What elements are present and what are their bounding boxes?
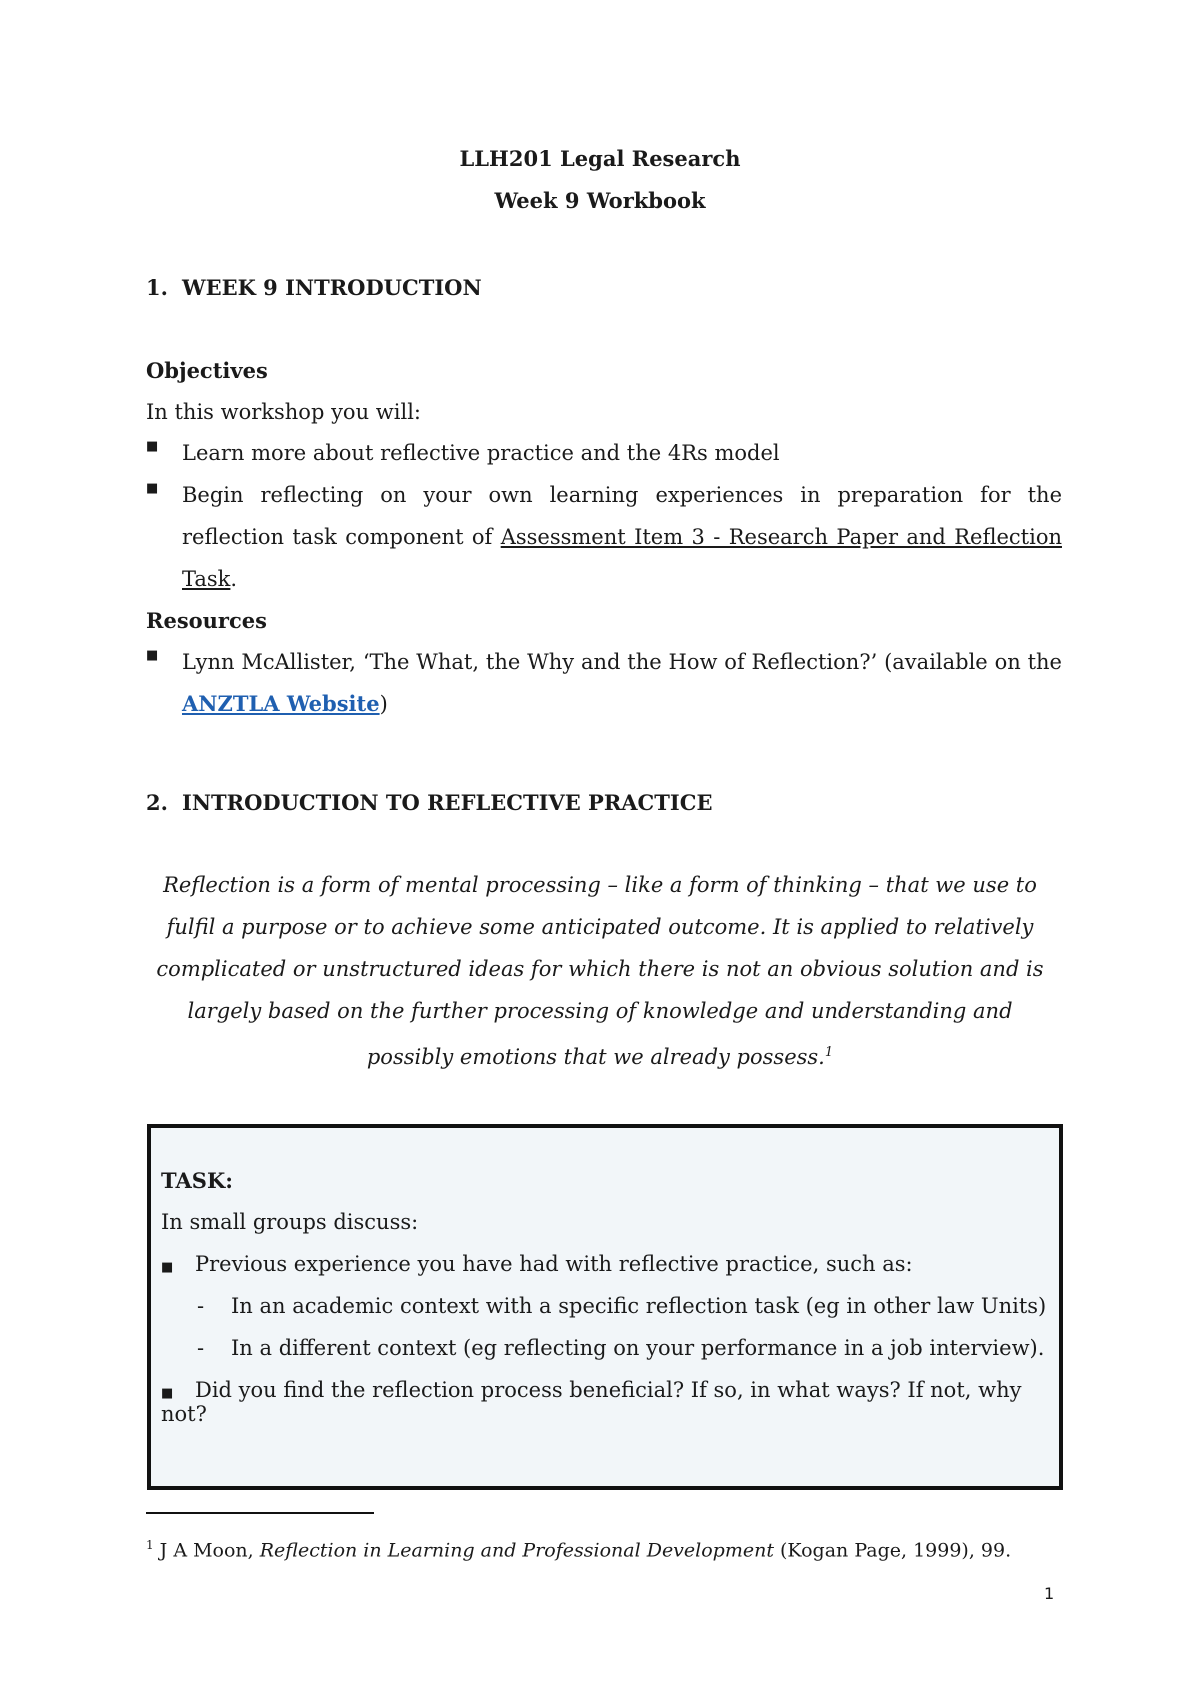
footnote-number: 1 xyxy=(146,1538,154,1552)
objectives-heading: Objectives xyxy=(146,358,268,383)
reflection-quote: Reflection is a form of mental processing – like a form of thinking – that we use to fulfil a purpose or to achieve some anticipated outcome. It is applied to relatively complicated or unstructured ideas for which there is not an obvious solution and is largely based on the further processing of knowledge and understanding and possibly emotions that we already possess.$^1$ xyxy=(156,873,1044,1069)
task-subitem-1: - In an academic context with a specific reflection task (eg in other law Units) xyxy=(197,1294,1047,1318)
dash-bullet-icon: - xyxy=(197,1294,205,1318)
section-1-heading xyxy=(146,275,482,300)
task-heading: TASK: xyxy=(161,1168,233,1193)
objective-item-1: ■ Learn more about reflective practice and the 4Rs model xyxy=(146,432,1062,474)
objectives-intro: In this workshop you will: xyxy=(146,400,421,424)
task-subitem-2: - In a different context (eg reflecting on your performance in a job interview). xyxy=(197,1336,1045,1360)
resources-heading: Resources xyxy=(146,608,267,633)
section-2-number: 2. xyxy=(146,790,168,815)
dash-bullet-icon: - xyxy=(197,1336,205,1360)
anztla-website-link[interactable]: ANZTLA Website xyxy=(182,691,380,716)
task-bullet-2: ■ Did you find the reflection process beneficial? If so, in what ways? If not, why not? xyxy=(161,1378,1022,1426)
footnote-book-title: Reflection in Learning and Professional Development xyxy=(259,1539,774,1562)
task-intro: In small groups discuss: xyxy=(161,1210,419,1234)
section-1-number: 1. xyxy=(146,275,168,300)
objective-item-2: ■ Begin reflecting on your own learning experiences in preparation for the reflection task component of Assessment Item 3 - Research Paper and Reflection Task. xyxy=(146,474,1062,600)
resource-item: ■ Lynn McAllister, ‘The What, the Why and the How of Reflection?’ (available on the ANZTLA Website) xyxy=(146,641,1062,725)
footnote-separator xyxy=(146,1512,374,1514)
document-subtitle: Week 9 Workbook xyxy=(494,188,706,213)
assessment-link[interactable]: Assessment Item 3 - Research Paper and Reflection Task xyxy=(182,525,1062,591)
page-number: 1 xyxy=(1044,1584,1055,1603)
task-box xyxy=(147,1124,1063,1490)
footnote: $^1$ J A Moon, Reflection in Learning and Professional Development (Kogan Page, 1999), 99. xyxy=(146,1538,1012,1562)
bullet-square-icon: ■ xyxy=(146,439,159,454)
bullet-square-icon: ■ xyxy=(146,481,159,496)
footnote-ref[interactable]: 1 xyxy=(824,1045,834,1060)
bullet-square-icon: ■ xyxy=(146,648,159,663)
bullet-square-icon: ■ xyxy=(161,1260,174,1275)
section-2-heading xyxy=(146,790,712,815)
document-title: LLH201 Legal Research xyxy=(459,146,741,171)
task-bullet-1: ■ Previous experience you have had with reflective practice, such as: xyxy=(161,1252,913,1276)
section-1-title: WEEK 9 INTRODUCTION xyxy=(182,275,482,300)
bullet-square-icon: ■ xyxy=(161,1386,174,1401)
section-2-title: INTRODUCTION TO REFLECTIVE PRACTICE xyxy=(182,790,713,815)
